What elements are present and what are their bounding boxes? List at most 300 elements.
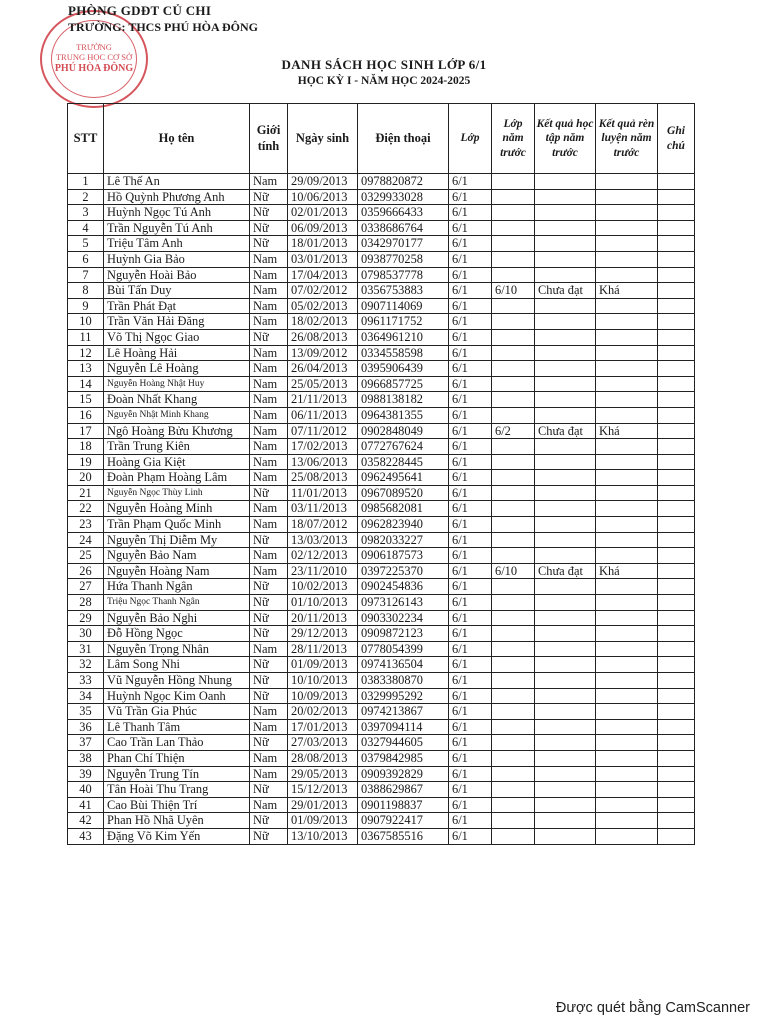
cell-prev-class (492, 813, 535, 829)
cell-gender: Nam (250, 439, 288, 455)
cell-prev-result (535, 813, 596, 829)
cell-dob: 18/07/2012 (288, 517, 358, 533)
cell-prev-conduct (596, 454, 658, 470)
cell-dob: 29/05/2013 (288, 766, 358, 782)
cell-prev-conduct: Khá (596, 423, 658, 439)
cell-phone: 0772767624 (358, 439, 449, 455)
cell-stt: 30 (68, 626, 104, 642)
cell-prev-class (492, 392, 535, 408)
cell-class: 6/1 (449, 298, 492, 314)
table-row (68, 470, 695, 486)
cell-prev-conduct (596, 345, 658, 361)
cell-prev-conduct (596, 610, 658, 626)
cell-phone: 0342970177 (358, 236, 449, 252)
cell-prev-class (492, 205, 535, 221)
cell-phone: 0364961210 (358, 329, 449, 345)
table-row (68, 267, 695, 283)
cell-note (658, 579, 695, 595)
cell-class: 6/1 (449, 657, 492, 673)
cell-prev-class (492, 610, 535, 626)
cell-prev-result (535, 626, 596, 642)
table-row (68, 563, 695, 579)
col-header-name: Họ tên (104, 104, 250, 174)
cell-prev-conduct (596, 189, 658, 205)
cell-prev-conduct (596, 548, 658, 564)
cell-dob: 13/09/2012 (288, 345, 358, 361)
cell-prev-result (535, 750, 596, 766)
cell-prev-result (535, 782, 596, 798)
cell-prev-conduct (596, 704, 658, 720)
cell-note (658, 454, 695, 470)
cell-gender: Nữ (250, 735, 288, 751)
cell-gender: Nam (250, 314, 288, 330)
cell-phone: 0974136504 (358, 657, 449, 673)
seal-text-line1: TRƯỜNG (76, 42, 112, 53)
scanner-watermark: Được quét bằng CamScanner (555, 1000, 750, 1016)
cell-name: Trần Nguyễn Tú Anh (104, 220, 250, 236)
cell-stt: 18 (68, 439, 104, 455)
cell-dob: 03/01/2013 (288, 251, 358, 267)
cell-prev-result: Chưa đạt (535, 423, 596, 439)
cell-prev-conduct (596, 361, 658, 377)
cell-name: Nguyễn Bảo Nam (104, 548, 250, 564)
cell-prev-conduct (596, 174, 658, 190)
cell-class: 6/1 (449, 407, 492, 423)
cell-note (658, 782, 695, 798)
cell-dob: 27/03/2013 (288, 735, 358, 751)
cell-phone: 0961171752 (358, 314, 449, 330)
cell-gender: Nữ (250, 673, 288, 689)
cell-note (658, 189, 695, 205)
cell-prev-class (492, 251, 535, 267)
cell-prev-result: Chưa đạt (535, 563, 596, 579)
cell-dob: 15/12/2013 (288, 782, 358, 798)
cell-prev-result (535, 548, 596, 564)
cell-note (658, 314, 695, 330)
table-row (68, 813, 695, 829)
cell-phone: 0367585516 (358, 828, 449, 844)
cell-name: Cao Trần Lan Thảo (104, 735, 250, 751)
cell-prev-class (492, 548, 535, 564)
cell-gender: Nữ (250, 485, 288, 501)
cell-prev-class (492, 626, 535, 642)
cell-gender: Nam (250, 704, 288, 720)
cell-stt: 28 (68, 595, 104, 611)
cell-phone: 0798537778 (358, 267, 449, 283)
cell-prev-conduct: Khá (596, 283, 658, 299)
cell-class: 6/1 (449, 563, 492, 579)
cell-name: Nguyễn Hoàng Nhật Huy (104, 376, 250, 392)
cell-prev-result (535, 220, 596, 236)
cell-name: Trần Văn Hải Đăng (104, 314, 250, 330)
cell-phone: 0356753883 (358, 283, 449, 299)
cell-note (658, 205, 695, 221)
cell-phone: 0383380870 (358, 673, 449, 689)
cell-gender: Nữ (250, 329, 288, 345)
cell-gender: Nam (250, 454, 288, 470)
cell-phone: 0334558598 (358, 345, 449, 361)
cell-note (658, 407, 695, 423)
cell-dob: 01/10/2013 (288, 595, 358, 611)
cell-name: Phan Hồ Nhã Uyên (104, 813, 250, 829)
cell-dob: 18/02/2013 (288, 314, 358, 330)
table-row (68, 314, 695, 330)
document-title: DANH SÁCH HỌC SINH LỚP 6/1 (281, 57, 487, 72)
cell-class: 6/1 (449, 361, 492, 377)
cell-prev-class (492, 439, 535, 455)
cell-note (658, 220, 695, 236)
col-header-prev-conduct: Kết quả rèn luyện năm trước (596, 104, 658, 174)
cell-prev-conduct (596, 766, 658, 782)
cell-class: 6/1 (449, 828, 492, 844)
cell-name: Đặng Võ Kim Yến (104, 828, 250, 844)
cell-name: Hứa Thanh Ngân (104, 579, 250, 595)
cell-prev-class (492, 189, 535, 205)
cell-name: Nguyễn Bảo Nghi (104, 610, 250, 626)
cell-name: Vũ Trần Gia Phúc (104, 704, 250, 720)
cell-prev-result (535, 501, 596, 517)
cell-note (658, 345, 695, 361)
seal-text-line2: TRUNG HỌC CƠ SỞ (55, 52, 133, 63)
cell-prev-result (535, 735, 596, 751)
cell-dob: 13/03/2013 (288, 532, 358, 548)
cell-note (658, 470, 695, 486)
cell-dob: 06/11/2013 (288, 407, 358, 423)
cell-prev-result (535, 267, 596, 283)
cell-note (658, 750, 695, 766)
cell-prev-conduct (596, 797, 658, 813)
cell-prev-class (492, 828, 535, 844)
cell-prev-conduct (596, 641, 658, 657)
table-row (68, 626, 695, 642)
cell-phone: 0338686764 (358, 220, 449, 236)
cell-gender: Nữ (250, 813, 288, 829)
cell-gender: Nam (250, 251, 288, 267)
cell-stt: 39 (68, 766, 104, 782)
cell-class: 6/1 (449, 314, 492, 330)
cell-prev-class (492, 376, 535, 392)
cell-note (658, 688, 695, 704)
cell-prev-class (492, 657, 535, 673)
cell-class: 6/1 (449, 251, 492, 267)
cell-class: 6/1 (449, 329, 492, 345)
cell-prev-class: 6/2 (492, 423, 535, 439)
cell-prev-result (535, 205, 596, 221)
cell-name: Huỳnh Ngọc Kim Oanh (104, 688, 250, 704)
cell-class: 6/1 (449, 236, 492, 252)
cell-prev-result (535, 376, 596, 392)
cell-prev-class (492, 750, 535, 766)
cell-note (658, 704, 695, 720)
cell-prev-result (535, 797, 596, 813)
cell-gender: Nam (250, 750, 288, 766)
cell-note (658, 439, 695, 455)
cell-note (658, 485, 695, 501)
cell-gender: Nam (250, 298, 288, 314)
cell-dob: 07/02/2012 (288, 283, 358, 299)
cell-prev-class (492, 454, 535, 470)
cell-name: Trần Trung Kiên (104, 439, 250, 455)
table-row (68, 236, 695, 252)
cell-prev-conduct (596, 220, 658, 236)
cell-prev-class (492, 641, 535, 657)
cell-gender: Nam (250, 719, 288, 735)
cell-prev-conduct (596, 501, 658, 517)
cell-note (658, 283, 695, 299)
cell-class: 6/1 (449, 532, 492, 548)
cell-prev-conduct (596, 205, 658, 221)
cell-name: Nguyễn Hoàng Minh (104, 501, 250, 517)
table-row (68, 532, 695, 548)
cell-note (658, 501, 695, 517)
cell-stt: 3 (68, 205, 104, 221)
cell-name: Huỳnh Gia Bảo (104, 251, 250, 267)
cell-dob: 17/04/2013 (288, 267, 358, 283)
cell-note (658, 174, 695, 190)
col-header-prev-class: Lớp năm trước (492, 104, 535, 174)
cell-note (658, 813, 695, 829)
cell-note (658, 298, 695, 314)
cell-dob: 03/11/2013 (288, 501, 358, 517)
cell-phone: 0909872123 (358, 626, 449, 642)
cell-stt: 42 (68, 813, 104, 829)
cell-stt: 9 (68, 298, 104, 314)
cell-stt: 6 (68, 251, 104, 267)
cell-name: Nguyễn Nhật Minh Khang (104, 407, 250, 423)
cell-prev-result (535, 704, 596, 720)
cell-gender: Nam (250, 641, 288, 657)
cell-prev-class (492, 719, 535, 735)
table-row (68, 782, 695, 798)
cell-phone: 0902848049 (358, 423, 449, 439)
cell-stt: 40 (68, 782, 104, 798)
cell-class: 6/1 (449, 626, 492, 642)
cell-prev-result (535, 251, 596, 267)
cell-class: 6/1 (449, 766, 492, 782)
cell-phone: 0778054399 (358, 641, 449, 657)
cell-class: 6/1 (449, 704, 492, 720)
cell-prev-conduct (596, 782, 658, 798)
cell-stt: 22 (68, 501, 104, 517)
cell-stt: 43 (68, 828, 104, 844)
cell-phone: 0359666433 (358, 205, 449, 221)
cell-stt: 31 (68, 641, 104, 657)
cell-prev-result (535, 828, 596, 844)
cell-class: 6/1 (449, 267, 492, 283)
cell-stt: 12 (68, 345, 104, 361)
cell-prev-class (492, 673, 535, 689)
cell-phone: 0909392829 (358, 766, 449, 782)
cell-prev-result (535, 579, 596, 595)
cell-gender: Nữ (250, 595, 288, 611)
cell-class: 6/1 (449, 782, 492, 798)
table-row (68, 392, 695, 408)
cell-stt: 37 (68, 735, 104, 751)
cell-dob: 17/02/2013 (288, 439, 358, 455)
cell-name: Lê Hoàng Hải (104, 345, 250, 361)
cell-prev-conduct (596, 517, 658, 533)
cell-prev-result (535, 314, 596, 330)
cell-phone: 0902454836 (358, 579, 449, 595)
cell-gender: Nữ (250, 688, 288, 704)
cell-prev-class (492, 766, 535, 782)
cell-gender: Nam (250, 470, 288, 486)
cell-prev-conduct: Khá (596, 563, 658, 579)
cell-prev-result (535, 454, 596, 470)
cell-prev-conduct (596, 470, 658, 486)
table-row (68, 174, 695, 190)
cell-prev-conduct (596, 485, 658, 501)
table-row (68, 361, 695, 377)
cell-prev-result (535, 392, 596, 408)
cell-class: 6/1 (449, 719, 492, 735)
cell-stt: 32 (68, 657, 104, 673)
cell-name: Hồ Quỳnh Phương Anh (104, 189, 250, 205)
cell-name: Hoàng Gia Kiệt (104, 454, 250, 470)
cell-prev-result (535, 345, 596, 361)
table-row (68, 329, 695, 345)
cell-prev-result (535, 236, 596, 252)
cell-prev-class (492, 345, 535, 361)
cell-name: Nguyễn Thị Diễm My (104, 532, 250, 548)
cell-dob: 10/09/2013 (288, 688, 358, 704)
cell-phone: 0978820872 (358, 174, 449, 190)
cell-phone: 0988138182 (358, 392, 449, 408)
table-row (68, 423, 695, 439)
cell-prev-class (492, 735, 535, 751)
cell-dob: 01/09/2013 (288, 813, 358, 829)
cell-name: Bùi Tấn Duy (104, 283, 250, 299)
cell-phone: 0395906439 (358, 361, 449, 377)
col-header-gender: Giới tính (250, 104, 288, 174)
cell-prev-conduct (596, 579, 658, 595)
table-header-row (68, 104, 695, 174)
cell-dob: 02/01/2013 (288, 205, 358, 221)
document-subtitle: HỌC KỲ I - NĂM HỌC 2024-2025 (297, 75, 471, 87)
table-row (68, 407, 695, 423)
table-row (68, 735, 695, 751)
cell-prev-conduct (596, 267, 658, 283)
student-roster-table (67, 103, 695, 845)
cell-class: 6/1 (449, 750, 492, 766)
cell-prev-result (535, 657, 596, 673)
table-row (68, 797, 695, 813)
cell-stt: 23 (68, 517, 104, 533)
cell-dob: 10/02/2013 (288, 579, 358, 595)
cell-stt: 33 (68, 673, 104, 689)
cell-name: Đoàn Nhất Khang (104, 392, 250, 408)
cell-prev-class (492, 532, 535, 548)
cell-stt: 4 (68, 220, 104, 236)
cell-phone: 0358228445 (358, 454, 449, 470)
cell-prev-class (492, 407, 535, 423)
cell-class: 6/1 (449, 174, 492, 190)
cell-class: 6/1 (449, 345, 492, 361)
cell-dob: 28/11/2013 (288, 641, 358, 657)
cell-name: Lê Thế An (104, 174, 250, 190)
cell-phone: 0907922417 (358, 813, 449, 829)
cell-prev-class (492, 470, 535, 486)
cell-phone: 0982033227 (358, 532, 449, 548)
cell-gender: Nam (250, 376, 288, 392)
cell-dob: 26/08/2013 (288, 329, 358, 345)
cell-dob: 21/11/2013 (288, 392, 358, 408)
cell-name: Triệu Ngọc Thanh Ngân (104, 595, 250, 611)
cell-prev-class (492, 361, 535, 377)
cell-class: 6/1 (449, 439, 492, 455)
cell-dob: 17/01/2013 (288, 719, 358, 735)
cell-note (658, 267, 695, 283)
cell-prev-conduct (596, 828, 658, 844)
cell-prev-result (535, 766, 596, 782)
cell-class: 6/1 (449, 579, 492, 595)
cell-prev-conduct (596, 813, 658, 829)
table-row (68, 657, 695, 673)
cell-note (658, 563, 695, 579)
cell-prev-conduct (596, 236, 658, 252)
cell-prev-class (492, 688, 535, 704)
cell-prev-conduct (596, 673, 658, 689)
cell-prev-class (492, 797, 535, 813)
table-row (68, 189, 695, 205)
cell-gender: Nam (250, 548, 288, 564)
cell-dob: 10/10/2013 (288, 673, 358, 689)
cell-stt: 35 (68, 704, 104, 720)
cell-phone: 0329933028 (358, 189, 449, 205)
cell-phone: 0973126143 (358, 595, 449, 611)
cell-name: Lê Thanh Tâm (104, 719, 250, 735)
cell-prev-conduct (596, 735, 658, 751)
cell-gender: Nam (250, 361, 288, 377)
cell-class: 6/1 (449, 485, 492, 501)
table-row (68, 641, 695, 657)
table-row (68, 251, 695, 267)
cell-prev-result (535, 485, 596, 501)
cell-phone: 0985682081 (358, 501, 449, 517)
cell-class: 6/1 (449, 454, 492, 470)
table-row (68, 673, 695, 689)
cell-prev-result (535, 517, 596, 533)
cell-phone: 0964381355 (358, 407, 449, 423)
cell-stt: 19 (68, 454, 104, 470)
cell-note (658, 797, 695, 813)
table-row (68, 719, 695, 735)
cell-prev-result: Chưa đạt (535, 283, 596, 299)
cell-stt: 14 (68, 376, 104, 392)
cell-gender: Nam (250, 345, 288, 361)
cell-dob: 13/06/2013 (288, 454, 358, 470)
cell-prev-conduct (596, 376, 658, 392)
cell-note (658, 548, 695, 564)
cell-prev-conduct (596, 719, 658, 735)
cell-prev-conduct (596, 298, 658, 314)
cell-gender: Nam (250, 267, 288, 283)
cell-class: 6/1 (449, 595, 492, 611)
table-row (68, 610, 695, 626)
cell-name: Vũ Nguyễn Hồng Nhung (104, 673, 250, 689)
cell-phone: 0397225370 (358, 563, 449, 579)
table-row (68, 548, 695, 564)
cell-prev-class: 6/10 (492, 563, 535, 579)
cell-gender: Nữ (250, 657, 288, 673)
cell-stt: 38 (68, 750, 104, 766)
cell-name: Nguyễn Hoàng Nam (104, 563, 250, 579)
cell-prev-class (492, 314, 535, 330)
cell-gender: Nam (250, 423, 288, 439)
cell-prev-result (535, 174, 596, 190)
cell-gender: Nam (250, 174, 288, 190)
cell-gender: Nữ (250, 205, 288, 221)
